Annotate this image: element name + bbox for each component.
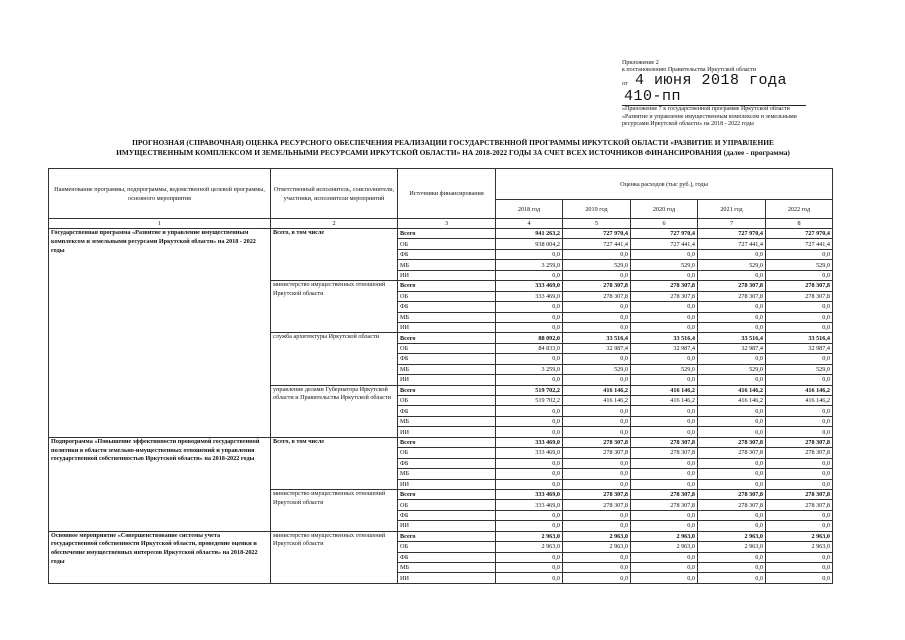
value-cell: 0,0 (766, 458, 833, 468)
source-cell: ФБ (398, 552, 496, 562)
header-year: 2022 год (766, 200, 833, 219)
value-cell: 0,0 (698, 406, 766, 416)
value-cell: 727 970,4 (766, 229, 833, 239)
value-cell: 0,0 (631, 416, 698, 426)
annex-block (622, 60, 877, 128)
value-cell: 529,0 (766, 260, 833, 270)
value-cell: 0,0 (631, 354, 698, 364)
program-name-cell: Основное мероприятие «Совершенствование системы учета государственной собственности Иркутской области, проведение оценки и обеспечение имущественных интересов Иркутской области» на 2018-2022 годы (49, 531, 271, 583)
value-cell: 0,0 (563, 479, 631, 489)
value-cell: 0,0 (563, 375, 631, 385)
value-cell: 0,0 (698, 469, 766, 479)
value-cell: 0,0 (631, 406, 698, 416)
value-cell: 0,0 (698, 563, 766, 573)
value-cell: 0,0 (698, 573, 766, 583)
value-cell: 0,0 (766, 563, 833, 573)
value-cell: 0,0 (766, 573, 833, 583)
annex-line-2: к постановлению Правительства Иркутской области (622, 67, 756, 74)
value-cell: 32 987,4 (766, 343, 833, 353)
executor-cell: министерство имущественных отношений Иркутской области (271, 531, 398, 583)
value-cell: 416 146,2 (698, 385, 766, 395)
source-cell: ИИ (398, 375, 496, 385)
value-cell: 2 963,0 (698, 531, 766, 541)
value-cell: 416 146,2 (766, 396, 833, 406)
value-cell: 529,0 (631, 260, 698, 270)
executor-cell: министерство имущественных отношений Иркутской области (271, 281, 398, 333)
source-cell: ИИ (398, 322, 496, 332)
value-cell: 0,0 (496, 563, 563, 573)
source-cell: ФБ (398, 458, 496, 468)
source-cell: ИИ (398, 479, 496, 489)
source-cell: Всего (398, 385, 496, 395)
value-cell: 278 307,8 (631, 500, 698, 510)
value-cell: 278 307,8 (766, 281, 833, 291)
value-cell: 0,0 (631, 249, 698, 259)
header-num: 8 (766, 219, 833, 229)
value-cell: 278 307,8 (698, 437, 766, 447)
value-cell: 0,0 (698, 302, 766, 312)
value-cell: 0,0 (563, 552, 631, 562)
source-cell: Всего (398, 281, 496, 291)
source-cell: Всего (398, 229, 496, 239)
value-cell: 519 702,2 (496, 396, 563, 406)
value-cell: 0,0 (631, 270, 698, 280)
value-cell: 529,0 (563, 364, 631, 374)
value-cell: 0,0 (698, 458, 766, 468)
value-cell: 0,0 (766, 427, 833, 437)
title-line-2: ИМУЩЕСТВЕННЫМ КОМПЛЕКСОМ И ЗЕМЕЛЬНЫМИ РЕСУРСАМИ ИРКУТСКОЙ ОБЛАСТИ» НА 2018-2022 ГОДЫ ЗА СЧЕТ ВСЕХ ИСТОЧНИКОВ ФИНАНСИРОВАНИЯ (далее - программа) (116, 148, 790, 157)
value-cell: 0,0 (766, 312, 833, 322)
value-cell: 0,0 (496, 312, 563, 322)
executor-cell: управление делами Губернатора Иркутской области и Правительства Иркутской области (271, 385, 398, 437)
value-cell: 0,0 (496, 406, 563, 416)
value-cell: 0,0 (496, 322, 563, 332)
source-cell: ИИ (398, 270, 496, 280)
value-cell: 278 307,8 (631, 448, 698, 458)
header-num: 5 (563, 219, 631, 229)
source-cell: ИИ (398, 573, 496, 583)
value-cell: 0,0 (563, 312, 631, 322)
value-cell: 0,0 (766, 249, 833, 259)
source-cell: Всего (398, 531, 496, 541)
value-cell: 2 963,0 (563, 531, 631, 541)
value-cell: 278 307,8 (563, 500, 631, 510)
value-cell: 529,0 (563, 260, 631, 270)
document-title (38, 138, 868, 158)
source-cell: ОБ (398, 396, 496, 406)
executor-cell: служба архитектуры Иркутской области (271, 333, 398, 385)
program-name-cell: Подпрограмма «Повышение эффективности проводимой государственной политики в области земельно-имущественных отношений и управления государственной собственностью Иркутской области» на 2018-2022 годы (49, 437, 271, 531)
value-cell: 2 963,0 (631, 531, 698, 541)
value-cell: 0,0 (496, 270, 563, 280)
value-cell: 0,0 (698, 510, 766, 520)
value-cell: 0,0 (631, 479, 698, 489)
value-cell: 0,0 (496, 249, 563, 259)
value-cell: 0,0 (698, 354, 766, 364)
value-cell: 88 092,0 (496, 333, 563, 343)
value-cell: 0,0 (631, 469, 698, 479)
value-cell: 278 307,8 (766, 448, 833, 458)
value-cell: 33 516,4 (631, 333, 698, 343)
value-cell: 0,0 (766, 510, 833, 520)
value-cell: 727 441,4 (631, 239, 698, 249)
header-row (49, 169, 833, 200)
value-cell: 0,0 (563, 563, 631, 573)
value-cell: 0,0 (631, 552, 698, 562)
value-cell: 0,0 (563, 270, 631, 280)
value-cell: 0,0 (563, 406, 631, 416)
value-cell: 278 307,8 (766, 291, 833, 301)
table-row (49, 531, 833, 541)
source-cell: МБ (398, 416, 496, 426)
value-cell: 32 987,4 (631, 343, 698, 353)
value-cell: 0,0 (698, 249, 766, 259)
annex-line-4: «Развитие и управление имущественным комплексом и земельными (622, 113, 797, 120)
value-cell: 727 441,4 (698, 239, 766, 249)
value-cell: 0,0 (496, 479, 563, 489)
value-cell: 0,0 (496, 552, 563, 562)
header-col-program: Наименование программы, подпрограммы, ведомственной целевой программы, основного мероприятия (49, 169, 271, 219)
value-cell: 278 307,8 (698, 500, 766, 510)
value-cell: 278 307,8 (698, 489, 766, 499)
value-cell: 278 307,8 (766, 489, 833, 499)
value-cell: 519 702,2 (496, 385, 563, 395)
executor-cell: министерство имущественных отношений Иркутской области (271, 489, 398, 531)
value-cell: 0,0 (698, 375, 766, 385)
annex-date-row (622, 74, 877, 88)
value-cell: 2 963,0 (698, 542, 766, 552)
source-cell: МБ (398, 312, 496, 322)
value-cell: 333 469,0 (496, 489, 563, 499)
value-cell: 278 307,8 (631, 281, 698, 291)
title-line-1: ПРОГНОЗНАЯ (СПРАВОЧНАЯ) ОЦЕНКА РЕСУРСНОГО ОБЕСПЕЧЕНИЯ РЕАЛИЗАЦИИ ГОСУДАРСТВЕННОЙ ПРОГРАММЫ ИРКУТСКОЙ ОБЛАСТИ «РАЗВИТИЕ И УПРАВЛЕНИЕ (132, 138, 774, 147)
value-cell: 0,0 (496, 510, 563, 520)
value-cell: 0,0 (766, 406, 833, 416)
value-cell: 0,0 (496, 521, 563, 531)
value-cell: 2 963,0 (496, 542, 563, 552)
value-cell: 0,0 (698, 312, 766, 322)
header-num: 2 (271, 219, 398, 229)
value-cell: 32 987,4 (563, 343, 631, 353)
value-cell: 0,0 (631, 302, 698, 312)
header-cost: Оценка расходов (тыс руб.), годы (496, 169, 833, 200)
value-cell: 0,0 (698, 270, 766, 280)
value-cell: 0,0 (563, 573, 631, 583)
source-cell: Всего (398, 437, 496, 447)
value-cell: 2 963,0 (563, 542, 631, 552)
value-cell: 0,0 (496, 427, 563, 437)
value-cell: 0,0 (631, 573, 698, 583)
table-row (49, 437, 833, 447)
value-cell: 0,0 (698, 552, 766, 562)
value-cell: 3 259,0 (496, 260, 563, 270)
value-cell: 416 146,2 (563, 385, 631, 395)
value-cell: 33 516,4 (698, 333, 766, 343)
value-cell: 32 987,4 (698, 343, 766, 353)
value-cell: 0,0 (698, 521, 766, 531)
value-cell: 0,0 (766, 469, 833, 479)
value-cell: 278 307,8 (766, 500, 833, 510)
value-cell: 416 146,2 (631, 385, 698, 395)
source-cell: ИИ (398, 521, 496, 531)
value-cell: 529,0 (698, 364, 766, 374)
value-cell: 278 307,8 (698, 281, 766, 291)
header-col-source: Источники финансирования (398, 169, 496, 219)
header-num: 7 (698, 219, 766, 229)
source-cell: Всего (398, 333, 496, 343)
executor-cell: Всего, в том числе (271, 229, 398, 281)
value-cell: 0,0 (631, 427, 698, 437)
value-cell: 0,0 (766, 322, 833, 332)
value-cell: 727 970,4 (631, 229, 698, 239)
value-cell: 0,0 (698, 416, 766, 426)
executor-cell: Всего, в том числе (271, 437, 398, 489)
source-cell: МБ (398, 563, 496, 573)
value-cell: 333 469,0 (496, 281, 563, 291)
value-cell: 278 307,8 (631, 437, 698, 447)
value-cell: 278 307,8 (563, 437, 631, 447)
value-cell: 0,0 (766, 521, 833, 531)
value-cell: 0,0 (698, 427, 766, 437)
value-cell: 33 516,4 (563, 333, 631, 343)
value-cell: 416 146,2 (631, 396, 698, 406)
header-num: 4 (496, 219, 563, 229)
header-year: 2021 год (698, 200, 766, 219)
value-cell: 0,0 (496, 375, 563, 385)
value-cell: 278 307,8 (631, 489, 698, 499)
source-cell: Всего (398, 489, 496, 499)
value-cell: 2 963,0 (496, 531, 563, 541)
value-cell: 2 963,0 (631, 542, 698, 552)
value-cell: 0,0 (496, 302, 563, 312)
source-cell: МБ (398, 260, 496, 270)
value-cell: 278 307,8 (766, 437, 833, 447)
value-cell: 0,0 (496, 416, 563, 426)
value-cell: 0,0 (563, 322, 631, 332)
value-cell: 2 963,0 (766, 531, 833, 541)
value-cell: 84 833,0 (496, 343, 563, 353)
value-cell: 416 146,2 (563, 396, 631, 406)
header-num: 1 (49, 219, 271, 229)
value-cell: 938 004,2 (496, 239, 563, 249)
source-cell: ФБ (398, 354, 496, 364)
value-cell: 333 469,0 (496, 500, 563, 510)
value-cell: 0,0 (631, 322, 698, 332)
value-cell: 0,0 (563, 427, 631, 437)
value-cell: 0,0 (631, 375, 698, 385)
value-cell: 0,0 (631, 563, 698, 573)
value-cell: 278 307,8 (563, 489, 631, 499)
header-numbers-row (49, 219, 833, 229)
value-cell: 2 963,0 (766, 542, 833, 552)
value-cell: 278 307,8 (698, 291, 766, 301)
value-cell: 0,0 (496, 469, 563, 479)
source-cell: ФБ (398, 510, 496, 520)
value-cell: 333 469,0 (496, 437, 563, 447)
value-cell: 727 970,4 (563, 229, 631, 239)
value-cell: 0,0 (496, 458, 563, 468)
source-cell: ОБ (398, 239, 496, 249)
value-cell: 0,0 (563, 521, 631, 531)
header-year: 2018 год (496, 200, 563, 219)
annex-line-1: Приложение 2 (622, 60, 659, 66)
value-cell: 0,0 (698, 479, 766, 489)
source-cell: ИИ (398, 427, 496, 437)
value-cell: 0,0 (766, 479, 833, 489)
value-cell: 278 307,8 (698, 448, 766, 458)
value-cell: 529,0 (631, 364, 698, 374)
header-year: 2020 год (631, 200, 698, 219)
value-cell: 0,0 (631, 458, 698, 468)
value-cell: 529,0 (766, 364, 833, 374)
source-cell: ОБ (398, 542, 496, 552)
value-cell: 0,0 (631, 312, 698, 322)
program-name-cell: Государственная программа «Развитие и управление имущественным комплексом и земельными ресурсами Иркутской области» на 2018 - 2022 годы (49, 229, 271, 438)
value-cell: 727 441,4 (563, 239, 631, 249)
value-cell: 941 263,2 (496, 229, 563, 239)
value-cell: 0,0 (631, 521, 698, 531)
table-row (49, 229, 833, 239)
source-cell: ФБ (398, 302, 496, 312)
annex-date-prefix: от (622, 81, 628, 88)
source-cell: ОБ (398, 500, 496, 510)
value-cell: 416 146,2 (698, 396, 766, 406)
value-cell: 0,0 (496, 573, 563, 583)
source-cell: МБ (398, 364, 496, 374)
value-cell: 3 259,0 (496, 364, 563, 374)
value-cell: 0,0 (563, 510, 631, 520)
source-cell: МБ (398, 469, 496, 479)
financing-table (48, 168, 833, 584)
value-cell: 0,0 (563, 354, 631, 364)
value-cell: 33 516,4 (766, 333, 833, 343)
annex-number-stamp: 410-пп (624, 88, 682, 106)
header-num: 6 (631, 219, 698, 229)
value-cell: 0,0 (698, 322, 766, 332)
value-cell: 0,0 (563, 249, 631, 259)
value-cell: 727 970,4 (698, 229, 766, 239)
value-cell: 0,0 (631, 510, 698, 520)
value-cell: 278 307,8 (631, 291, 698, 301)
value-cell: 0,0 (766, 270, 833, 280)
source-cell: ОБ (398, 343, 496, 353)
annex-line-5: ресурсами Иркутской области» на 2018 - 2022 годы (622, 120, 754, 127)
header-col-executor: Ответственный исполнитель, соисполнители, участники, исполнители мероприятий (271, 169, 398, 219)
value-cell: 0,0 (563, 458, 631, 468)
value-cell: 0,0 (563, 469, 631, 479)
value-cell: 278 307,8 (563, 281, 631, 291)
source-cell: ФБ (398, 249, 496, 259)
value-cell: 0,0 (563, 416, 631, 426)
annex-line-3: «Приложение 7 к государственной программе Иркутской области (622, 106, 790, 113)
value-cell: 278 307,8 (563, 291, 631, 301)
value-cell: 0,0 (766, 416, 833, 426)
value-cell: 333 469,0 (496, 291, 563, 301)
value-cell: 529,0 (698, 260, 766, 270)
header-num: 3 (398, 219, 496, 229)
value-cell: 0,0 (496, 354, 563, 364)
value-cell: 278 307,8 (563, 448, 631, 458)
value-cell: 0,0 (766, 552, 833, 562)
value-cell: 333 469,0 (496, 448, 563, 458)
value-cell: 0,0 (766, 302, 833, 312)
value-cell: 0,0 (766, 354, 833, 364)
value-cell: 727 441,4 (766, 239, 833, 249)
source-cell: ОБ (398, 291, 496, 301)
value-cell: 416 146,2 (766, 385, 833, 395)
source-cell: ОБ (398, 448, 496, 458)
source-cell: ФБ (398, 406, 496, 416)
value-cell: 0,0 (563, 302, 631, 312)
annex-date-stamp: 4 июня 2018 года (635, 72, 788, 90)
value-cell: 0,0 (766, 375, 833, 385)
header-year: 2019 год (563, 200, 631, 219)
